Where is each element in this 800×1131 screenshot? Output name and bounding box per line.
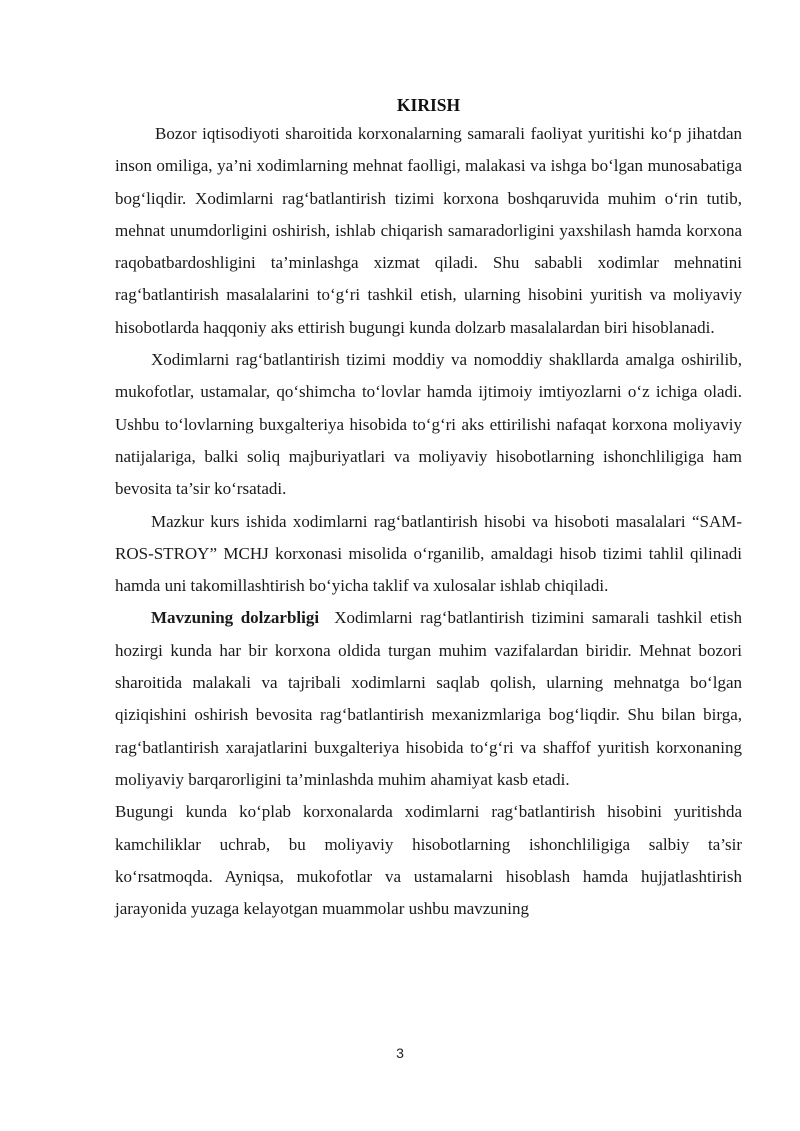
page-title: KIRISH	[396, 95, 461, 115]
paragraph-3: Mazkur kurs ishida xodimlarni rag‘batlantirish hisobi va hisoboti masalalari “SAM-ROS-STROY” MCHJ korxonasi misolida o‘rganilib, amaldagi hisob tizimi tahlil qilinadi hamda uni takomillashtirish bo‘yicha taklif va xulosalar ishlab chiqiladi.	[115, 511, 742, 596]
paragraph-final: Bugungi kunda ko‘plab korxonalarda xodimlarni rag‘batlantirish hisobini yuritishda kamchiliklar uchrab, bu moliyaviy hisobotlarning ishonchliligiga salbiy ta’sir ko‘rsatmoqda. Ayniqsa, mukofotlar va ustamalarni hisoblash hamda hujjatlashtirish jarayonida yuzaga kelayotgan muammolar ushbu mavzuning	[115, 802, 742, 919]
page-content	[115, 92, 742, 925]
relevance-heading: Mavzuning dolzarbligi	[151, 608, 320, 628]
paragraph-relevance	[115, 602, 742, 796]
paragraph-2: Xodimlarni rag‘batlantirish tizimi moddiy va nomoddiy shakllarda amalga oshirilib, mukofotlar, ustamalar, qo‘shimcha to‘lovlar hamda ijtimoiy imtiyozlarni o‘z ichiga oladi. Ushbu to‘lovlarning buxgalteriya hisobida to‘g‘ri aks ettirilishi nafaqat korxona moliyaviy natijalariga, balki soliq majburiyatlari va moliyaviy hisobotlarning ishonchliligiga ham bevosita ta’sir ko‘rsatadi.	[115, 350, 742, 499]
relevance-text: Xodimlarni rag‘batlantirish tizimini samarali tashkil etish hozirgi kunda har bir korxona oldida turgan muhim vazifalardan biridir. Mehnat bozori sharoitida malakali va tajribali xodimlarni saqlab qolish, ularning mehnatga bo‘lgan qiziqishini oshirish bevosita rag‘batlantirish mexanizmlariga bog‘liqdir. Shu bilan birga, rag‘batlantirish xarajatlarini buxgalteriya hisobida to‘g‘ri va shaffof yuritish korxonaning moliyaviy barqarorligini ta’minlashda muhim ahamiyat kasb etadi.	[115, 608, 742, 789]
page-number: 3	[396, 1045, 404, 1061]
paragraph-1: Bozor iqtisodiyoti sharoitida korxonalarning samarali faoliyat yuritishi ko‘p jihatdan inson omiliga, ya’ni xodimlarning mehnat faolligi, malakasi va ishga bo‘lgan munosabatiga bog‘liqdir. Xodimlarni rag‘batlantirish tizimi korxona boshqaruvida muhim o‘rin tutib, mehnat unumdorligini oshirish, ishlab chiqarish samaradorligini yaxshilash hamda korxona raqobatbardoshligini ta’minlashga xizmat qiladi. Shu sababli xodimlar mehnatini rag‘batlantirish masalalarini to‘g‘ri tashkil etish, ularning hisobini yuritish va moliyaviy hisobotlarda haqqoniy aks ettirish bugungi kunda dolzarb masalalardan biri hisoblanadi.	[115, 124, 742, 337]
